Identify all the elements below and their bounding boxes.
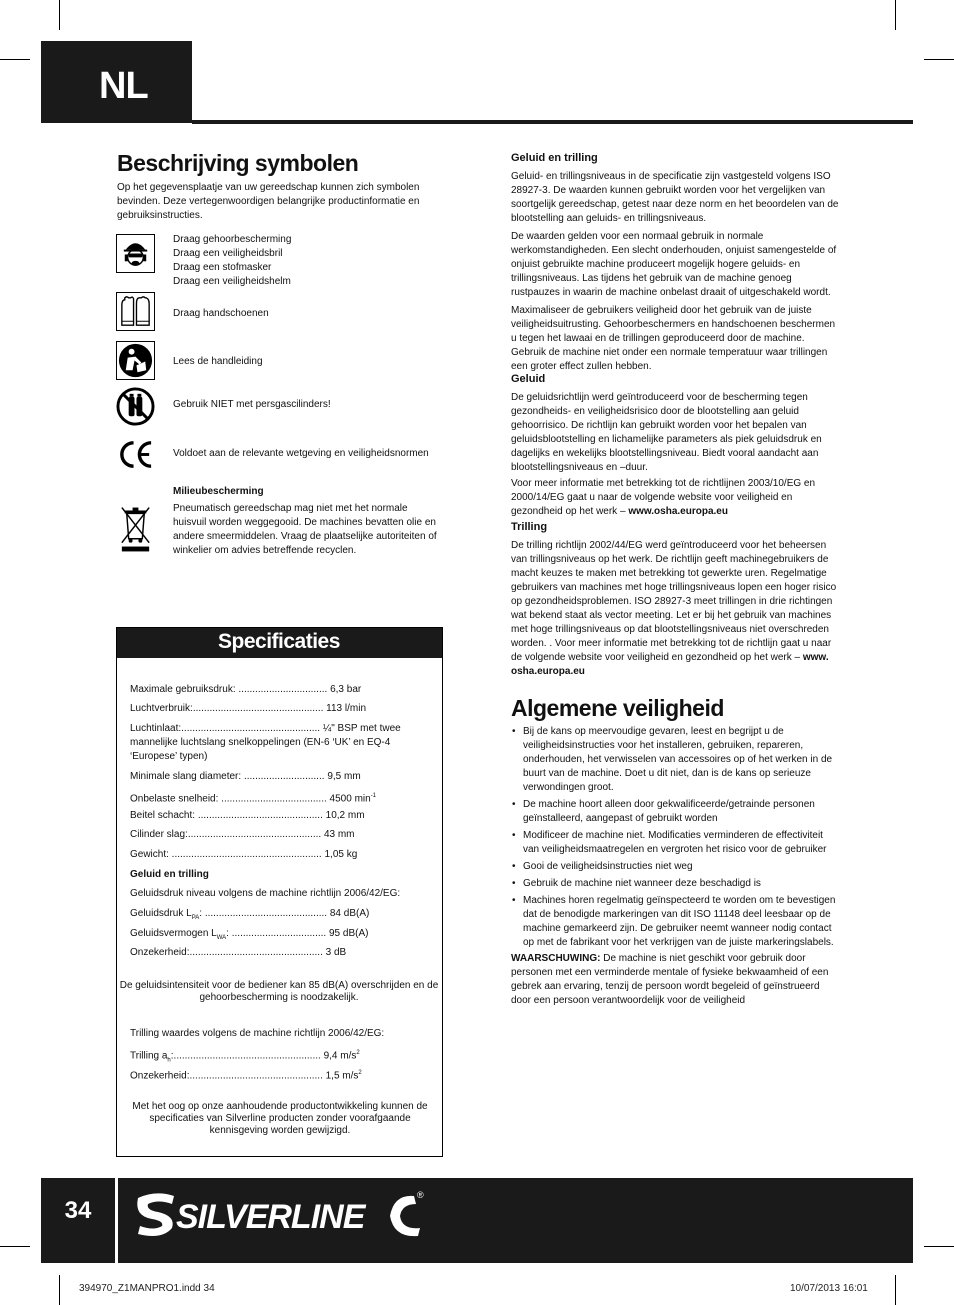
symbol-text-ce: Voldoet aan de relevante wetgeving en veiligheidsnormen <box>173 448 429 459</box>
language-label: NL <box>99 65 148 107</box>
svg-text:®: ® <box>417 1190 424 1200</box>
spec-vib-intro: Trilling waardes volgens de machine richtlijn 2006/42/EG: <box>130 1028 385 1039</box>
spec-noise-warning: De geluidsintensiteit voor de bediener kan 85 dB(A) overschrijden en de gehoorbescherming is noodzakelijk. <box>119 980 439 1003</box>
spec-row: Minimale slang diameter: ............................. 9,5 mm <box>130 771 361 782</box>
header-rule <box>192 120 913 124</box>
spec-row: Luchtverbruik:............................................... 113 l/min <box>130 703 367 714</box>
gloves-icon <box>116 292 155 331</box>
symbol-text-weee: Milieubescherming Pneumatisch gereedschap mag niet met het normale huisvuil worden weggegooid. De machines bevatten olie en andere smeermiddelen. Vraag de plaatselijke autoriteiten of winkelier om advies betreffende recyclen. <box>173 486 437 556</box>
list-item: • Machines horen regelmatig geïnspecteerd te worden om te bevestigen dat de benodigde markeringen van dit ISO 11148 deel leesbaar op de machine gemarkeerd zijn. De gebruiker neemt wanneer nodig contact op met de fabrikant voor het verkrijgen van de juiste markeringslabels. <box>511 894 839 950</box>
language-tab <box>41 41 192 123</box>
weee-bin-icon <box>116 503 155 555</box>
spec-row: Onzekerheid:................................................ 1,5 $m/s^2$ <box>130 1070 362 1082</box>
specs-header <box>117 628 442 658</box>
ppe-icon <box>116 234 155 273</box>
spec-row: Luchtinlaat:.................................................. ¼" BSP met twee mannelijke luchtslang snelkoppelingen (EN-6 ‘UK’ en EQ-4 ‘Europese’ typen) <box>130 723 401 762</box>
symbols-title: Beschrijving symbolen <box>117 150 359 176</box>
symbol-text-gloves: Draag handschoenen <box>173 308 269 319</box>
symbol-text-no-gas: Gebruik NIET met persgascilinders! <box>173 399 331 410</box>
spec-row: Gewicht: ...................................................... 1,05 kg <box>130 849 358 860</box>
list-item: • Gooi de veiligheidsinstructies niet weg <box>511 860 839 874</box>
spec-row: Maximale gebruiksdruk: ................................ 6,3 bar <box>130 684 362 695</box>
slug-date: 10/07/2013 16:01 <box>790 1283 868 1294</box>
sound-text: Geluid- en trillingsniveaus in de specificatie zijn vastgesteld volgens ISO 28927-3. De waarden kunnen gebruikt worden voor het vergelijken van soortgelijk gereedschap, getest naar deze norm en het beoordelen van de blootstelling aan geluids- en trillingsniveaus. De waarden gelden voor een normaal gebruik in normale werkomstandigheden. Een slecht onderhouden, onjuist samengestelde of onjuist gebruikte machine produceert mogelijk hogere geluids- en trillingsniveaus. Las tijdens het gebruik van de machine genoeg rustpauzes in waarin de machine onbelast draait of uitgeschakeld wordt. Maximaliseer de gebruikers veiligheid door het gebruik van de juiste veiligheidsuitrusting. Gehoorbeschermers en handschoenen beschermen u tegen het lawaai en de trillingen geproduceerd door de machine. Gebruik de machine niet onder een normale temperatuur waar trillingen een groter effect zullen hebben. <box>511 171 839 372</box>
spec-row: Geluidsvermogen $L_{WA}$: .................................. 95 dB(A) <box>130 928 369 941</box>
osha-link-2[interactable]: www. osha.europa.eu <box>511 652 829 677</box>
spec-row: Beitel schacht: ............................................. 10,2 mm <box>130 810 365 821</box>
list-item: • Modificeer de machine niet. Modificaties verminderen de effectiviteit van veiligheidsmaatregelen en vergroten het risico voor de gebruiker <box>511 829 839 857</box>
slug-file: 394970_Z1MANPRO1.indd 34 <box>79 1283 215 1294</box>
symbol-text-manual: Lees de handleiding <box>173 356 263 367</box>
spec-note: Met het oog op onze aanhoudende productontwikkeling kunnen de specificaties van Silverline producten zonder voorafgaande kennisgeving worden gewijzigd. <box>132 1101 428 1136</box>
silverline-logo <box>132 1186 432 1246</box>
spec-row: Geluidsdruk $L_{PA}$: ............................................ 84 dB(A) <box>130 908 370 921</box>
list-item: • Gebruik de machine niet wanneer deze beschadigd is <box>511 877 839 891</box>
spec-row: Cilinder slag:................................................ 43 mm <box>130 829 355 840</box>
spec-sound-intro: Geluidsdruk niveau volgens de machine richtlijn 2006/42/EG: <box>130 888 401 899</box>
trilling-text: De trilling richtlijn 2002/44/EG werd geïntroduceerd voor het beheersen van trillingsniveaus op het werk. De richtlijn geeft machinegebruikers de macht keuzes te maken met betrekking tot gewerkte uren. Regelmatige gebruikers van machines met hoge trillingsniveaus lopen een hoger risico op gezondheidsproblemen. ISO 28927-3 meet trillingen in drie richtingen wat bekend staat als vector meeting. Let er bij het gebruik van machines met hoge trillingsniveaus op dat blootstellingsniveaus niet overschreden worden. . Voor meer informatie met betrekking tot de richtlijn gaat u naar de volgende website voor veiligheid en gezondheid op het werk – www. osha.europa.eu <box>511 540 837 677</box>
spec-row: Trilling $a_h$:..................................................... 9,4 $m/s^2$ <box>130 1050 360 1064</box>
geluid-text: De geluidsrichtlijn werd geïntroduceerd voor de bescherming tegen gezondheids- en veiligheidsrisico door de blootstelling aan geluid gehoorrisico. De richtlijn kan gebruikt worden voor het bepalen van geluidsblootstelling en lichamelijke parameters als piek geluidsdruk en dagelijks en wekelijks blootstellingsniveau. Biedt vooral aandacht aan blootstellingsniveaus en –duur. Voor meer informatie met betrekking tot de richtlijnen 2003/10/EG en 2000/14/EG gaat u naar de volgende website voor veiligheid en gezondheid op het werk – www.osha.europa.eu <box>511 392 822 517</box>
manual-icon <box>116 341 155 380</box>
page-number: 34 <box>64 1197 92 1224</box>
footer-separator <box>115 1178 118 1263</box>
specs-title: Specificaties <box>218 630 340 653</box>
trilling-heading: Trilling <box>511 521 548 533</box>
spec-row: Onbelaste snelheid: ...................................... 4500 $\min^{-1}$ <box>130 793 377 805</box>
symbols-intro: Op het gegevensplaatje van uw gereedschap kunnen zich symbolen bevinden. Deze vertegenwoordigen belangrijke productinformatie en gebruiksinstructies. <box>117 182 420 221</box>
osha-link[interactable]: www.osha.europa.eu <box>628 506 728 517</box>
symbol-text-ppe: Draag gehoorbescherming Draag een veiligheidsbril Draag een stofmasker Draag een veiligheidshelm <box>173 234 292 287</box>
geluid-heading: Geluid <box>511 373 546 385</box>
safety-warning: WAARSCHUWING: De machine is niet geschikt voor gebruik door personen met een verminderde mentale of fysieke bekwaamheid of een gebrek aan ervaring, tenzij de persoon wordt begeleid of geïnstrueerd door een persoon verantwoordelijk voor de veiligheid <box>511 953 829 1006</box>
safety-title: Algemene veiligheid <box>511 695 724 721</box>
sound-heading: Geluid en trilling <box>511 152 598 164</box>
no-gas-cylinder-icon <box>116 387 155 426</box>
safety-list <box>511 725 839 953</box>
list-item: • De machine hoort alleen door gekwalificeerde/getrainde personen geïnstalleerd, aangepast of gebruikt worden <box>511 798 839 826</box>
spec-row: Onzekerheid:................................................ 3 dB <box>130 947 347 958</box>
spec-sound-heading: Geluid en trilling <box>130 869 209 880</box>
list-item: • Bij de kans op meervoudige gevaren, leest en begrijpt u de veiligheidsinstructies voor het installeren, gebruiken, repareren, onderhouden, het verwisselen van accessoires op of het werken in de buurt van de machine. Doet u dit niet, dan is de kans op serieuze verwondingen groot. <box>511 725 839 795</box>
svg-text:SILVERLINE: SILVERLINE <box>176 1198 365 1236</box>
ce-mark-icon <box>116 435 155 474</box>
